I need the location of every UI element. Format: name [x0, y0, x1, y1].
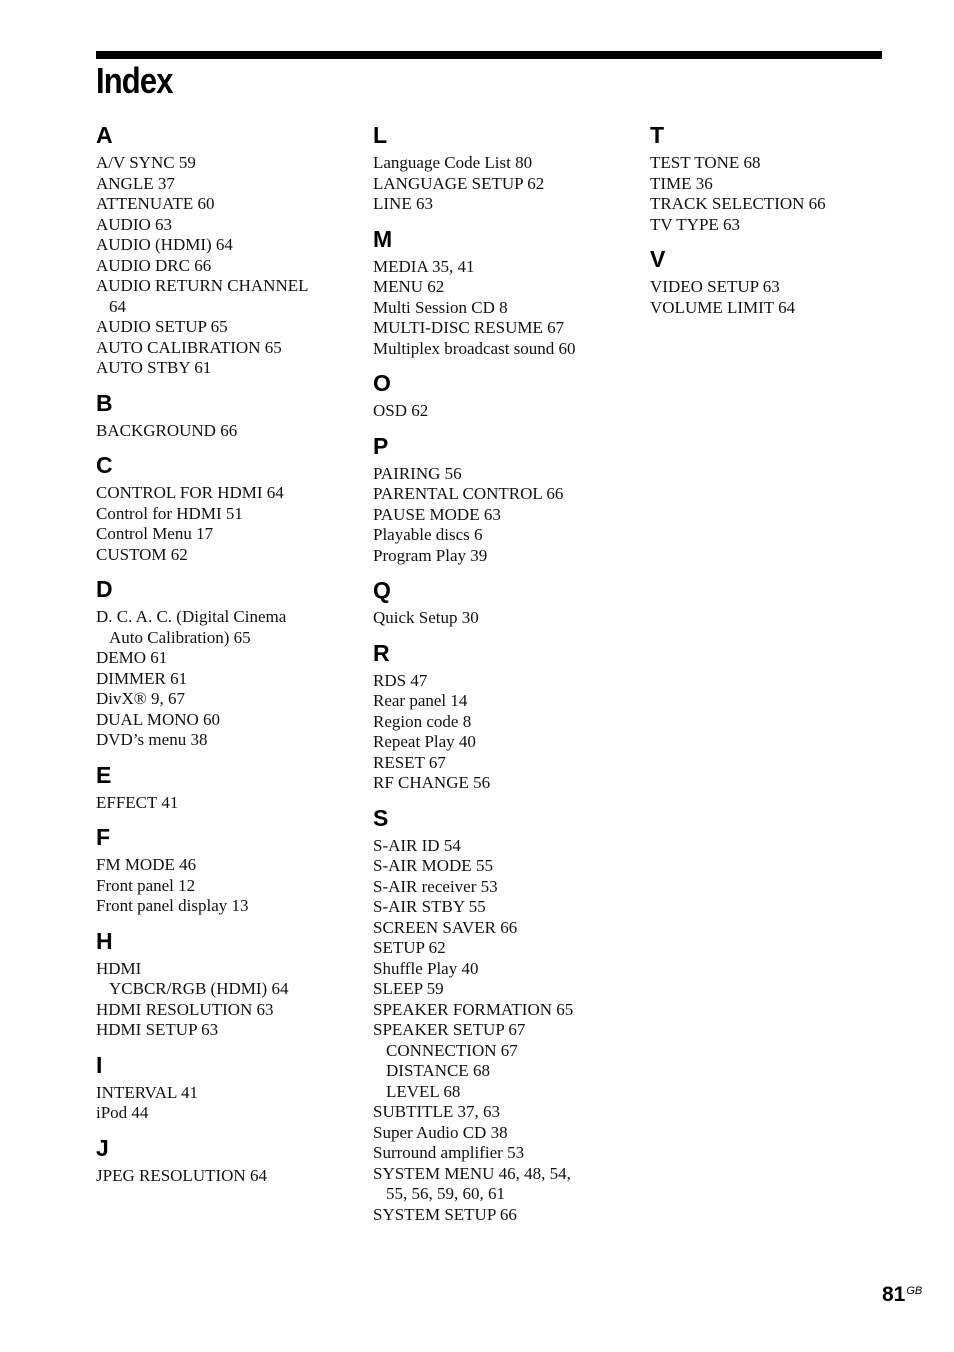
section-letter: J: [96, 1134, 109, 1161]
index-entry: iPod 44: [96, 1103, 149, 1122]
index-section: [373, 805, 635, 1226]
index-entry: RDS 47: [373, 670, 428, 690]
index-entry: SLEEP 59: [373, 979, 444, 998]
index-subentry: Auto Calibration) 65: [109, 627, 251, 647]
index-subentry: YCBCR/RGB (HDMI) 64: [109, 979, 289, 998]
index-entry: DIMMER 61: [96, 668, 188, 688]
section-letter: L: [373, 122, 388, 148]
index-entry: Region code 8: [373, 711, 472, 731]
index-entry: RF CHANGE 56: [373, 773, 491, 792]
index-column-3: [650, 122, 912, 318]
index-entry: Front panel 12: [96, 875, 196, 895]
section-letter: E: [96, 761, 112, 788]
section-letter: H: [96, 927, 113, 954]
index-entry: Multi Session CD 8: [373, 297, 508, 317]
index-subentry: 64: [109, 296, 126, 316]
index-entry: SPEAKER SETUP 67: [373, 1020, 526, 1039]
section-letter: R: [373, 639, 390, 666]
index-entry: PAIRING 56: [373, 463, 462, 483]
index-section: [650, 122, 912, 235]
index-section: [373, 640, 635, 794]
index-section: [96, 928, 358, 1041]
section-letter: M: [373, 225, 393, 252]
index-entry: PAUSE MODE 63: [373, 504, 501, 524]
index-entry: RESET 67: [373, 752, 446, 772]
index-section: [373, 370, 635, 422]
index-section: [373, 226, 635, 360]
section-letter: F: [96, 824, 111, 850]
index-entry: Front panel display 13: [96, 896, 249, 915]
page-title: Index: [96, 60, 173, 101]
index-entry: CONTROL FOR HDMI 64: [96, 483, 284, 502]
index-entry: CUSTOM 62: [96, 544, 188, 564]
index-section: [96, 390, 358, 442]
section-letter: O: [373, 370, 391, 396]
index-entry: DivX® 9, 67: [96, 689, 185, 708]
index-entry: S-AIR STBY 55: [373, 897, 486, 916]
section-letter: D: [96, 576, 113, 602]
index-entry: Quick Setup 30: [373, 608, 479, 627]
index-entry: A/V SYNC 59: [96, 153, 196, 172]
index-entry: Program Play 39: [373, 545, 488, 565]
index-entry: Rear panel 14: [373, 691, 468, 710]
index-section: [96, 1135, 358, 1187]
index-entry: SYSTEM SETUP 66: [373, 1204, 517, 1224]
index-entry: S-AIR MODE 55: [373, 856, 493, 875]
index-entry: AUTO CALIBRATION 65: [96, 337, 282, 357]
index-entry: S-AIR receiver 53: [373, 876, 498, 896]
index-entry: Multiplex broadcast sound 60: [373, 338, 576, 358]
page-number-value: 81: [882, 1283, 906, 1306]
index-entry: DUAL MONO 60: [96, 709, 221, 729]
index-entry: DEMO 61: [96, 648, 168, 667]
index-entry: TEST TONE 68: [650, 153, 761, 172]
index-entry: VOLUME LIMIT 64: [650, 297, 796, 317]
index-section: [373, 122, 635, 215]
index-section: [650, 246, 912, 318]
index-entry: SCREEN SAVER 66: [373, 917, 518, 937]
index-section: [96, 762, 358, 814]
index-entry: SETUP 62: [373, 938, 446, 957]
index-entry: Surround amplifier 53: [373, 1143, 525, 1162]
index-entry: Playable discs 6: [373, 525, 483, 544]
index-entry: MEDIA 35, 41: [373, 256, 475, 276]
index-entry: D. C. A. C. (Digital Cinema: [96, 607, 287, 626]
index-entry: SUBTITLE 37, 63: [373, 1102, 501, 1121]
index-entry: Control for HDMI 51: [96, 503, 243, 523]
index-entry: HDMI SETUP 63: [96, 1020, 219, 1039]
index-section: [373, 577, 635, 629]
index-entry: BACKGROUND 66: [96, 420, 238, 440]
section-letter: B: [96, 389, 113, 416]
index-entry: AUDIO SETUP 65: [96, 317, 228, 336]
index-section: [96, 122, 358, 379]
page-number-suffix: GB: [906, 1285, 923, 1297]
index-entry: OSD 62: [373, 401, 429, 420]
index-section: [96, 824, 358, 917]
header-rule: [96, 51, 882, 59]
index-entry: LANGUAGE SETUP 62: [373, 173, 545, 193]
index-subentry: LEVEL 68: [386, 1081, 461, 1101]
index-entry: Language Code List 80: [373, 153, 533, 172]
section-letter: T: [650, 122, 665, 148]
index-entry: INTERVAL 41: [96, 1082, 199, 1102]
index-section: [96, 452, 358, 565]
index-entry: SPEAKER FORMATION 65: [373, 999, 574, 1019]
index-entry: Super Audio CD 38: [373, 1122, 508, 1142]
index-subentry: DISTANCE 68: [386, 1061, 490, 1080]
section-letter: Q: [373, 577, 391, 603]
index-section: [373, 433, 635, 567]
section-letter: I: [96, 1051, 103, 1078]
index-entry: DVD’s menu 38: [96, 730, 208, 749]
index-entry: EFFECT 41: [96, 792, 179, 812]
index-entry: Repeat Play 40: [373, 732, 476, 751]
index-entry: AUDIO RETURN CHANNEL: [96, 276, 309, 295]
index-entry: SYSTEM MENU 46, 48, 54,: [373, 1163, 571, 1183]
section-letter: C: [96, 452, 113, 478]
index-entry: MENU 62: [373, 277, 445, 296]
index-entry: HDMI: [96, 958, 142, 978]
section-letter: A: [96, 122, 113, 148]
index-entry: ANGLE 37: [96, 173, 175, 193]
index-entry: TV TYPE 63: [650, 214, 741, 234]
section-letter: S: [373, 804, 389, 831]
index-entry: AUTO STBY 61: [96, 358, 212, 377]
index-entry: VIDEO SETUP 63: [650, 277, 780, 296]
page-number: [882, 1283, 922, 1307]
index-subentry: CONNECTION 67: [386, 1040, 518, 1060]
index-entry: TRACK SELECTION 66: [650, 194, 826, 213]
index-entry: Shuffle Play 40: [373, 958, 479, 978]
index-section: [96, 1052, 358, 1124]
index-entry: MULTI-DISC RESUME 67: [373, 318, 565, 337]
index-entry: AUDIO 63: [96, 214, 173, 234]
index-entry: S-AIR ID 54: [373, 835, 461, 855]
index-entry: AUDIO (HDMI) 64: [96, 235, 233, 254]
index-column-1: [96, 122, 358, 1186]
section-letter: P: [373, 432, 389, 459]
index-entry: HDMI RESOLUTION 63: [96, 999, 274, 1019]
index-entry: PARENTAL CONTROL 66: [373, 484, 564, 503]
index-entry: AUDIO DRC 66: [96, 255, 212, 275]
index-entry: JPEG RESOLUTION 64: [96, 1165, 267, 1185]
index-subentry: 55, 56, 59, 60, 61: [386, 1184, 505, 1203]
index-column-2: [373, 122, 635, 1225]
index-entry: LINE 63: [373, 194, 433, 213]
index-entry: TIME 36: [650, 173, 713, 193]
index-section: [96, 576, 358, 751]
index-entry: ATTENUATE 60: [96, 194, 215, 213]
index-entry: FM MODE 46: [96, 855, 197, 874]
index-entry: Control Menu 17: [96, 524, 214, 543]
section-letter: V: [650, 246, 666, 272]
